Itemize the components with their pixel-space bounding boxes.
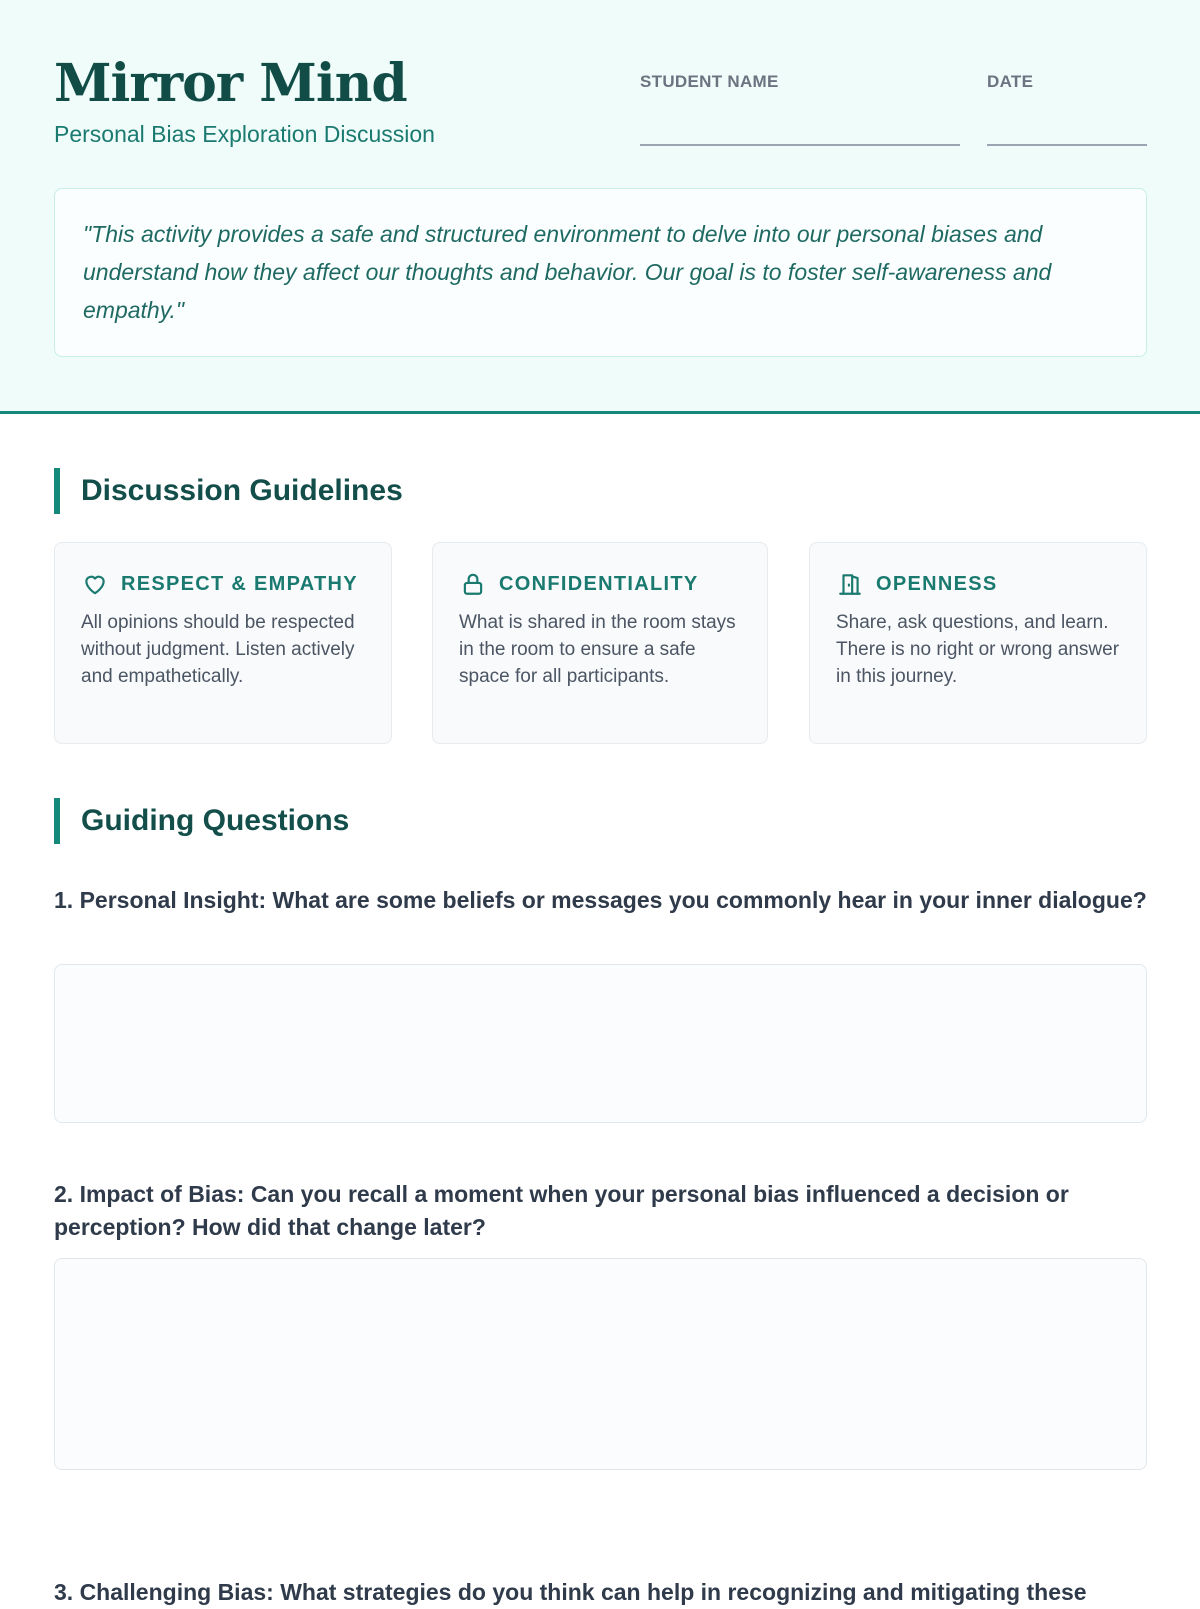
- card-header: [459, 569, 741, 599]
- intro-quote-box: [54, 188, 1147, 357]
- guidelines-cards: [54, 542, 1147, 744]
- answer-box-2[interactable]: [54, 1258, 1147, 1470]
- guidelines-title: Discussion Guidelines: [81, 474, 403, 507]
- guidelines-heading: [54, 468, 403, 514]
- card-title: RESPECT & EMPATHY: [121, 572, 358, 595]
- question-3: 3. Challenging Bias: What strategies do you think can help in recognizing and mitigating these: [54, 1579, 1087, 1605]
- card-title: CONFIDENTIALITY: [499, 572, 699, 595]
- page-subtitle: Personal Bias Exploration Discussion: [54, 121, 435, 147]
- question-1: 1. Personal Insight: What are some beliefs or messages you commonly hear in your inner dialogue?: [54, 887, 1147, 913]
- questions-title: Guiding Questions: [81, 804, 350, 837]
- card-text: All opinions should be respected without judgment. Listen actively and empathetically.: [81, 612, 355, 687]
- student-name-underline: [640, 144, 960, 146]
- card-title: OPENNESS: [876, 572, 998, 595]
- card-header: [836, 569, 1120, 599]
- guideline-card-respect: [54, 542, 392, 744]
- heart-icon: [81, 570, 109, 598]
- date-label: DATE: [987, 72, 1034, 91]
- student-name-input[interactable]: [640, 98, 960, 142]
- lock-icon: [459, 570, 487, 598]
- guideline-card-confidentiality: [432, 542, 768, 744]
- questions-heading: [54, 798, 349, 844]
- date-underline: [987, 144, 1147, 146]
- answer-box-1[interactable]: [54, 964, 1147, 1123]
- door-open-icon: [836, 570, 864, 598]
- date-input[interactable]: [987, 98, 1147, 142]
- question-2: 2. Impact of Bias: Can you recall a moment when your personal bias influenced a decision or perception? How did that change later?: [54, 1181, 1069, 1240]
- card-header: [81, 569, 365, 599]
- date-field: [987, 72, 1147, 92]
- card-text: What is shared in the room stays in the room to ensure a safe space for all participants.: [459, 612, 736, 687]
- intro-quote: "This activity provides a safe and structured environment to delve into our personal biases and understand how they affect our thoughts and behavior. Our goal is to foster self-awareness and empathy.": [83, 221, 1052, 323]
- brand: [54, 52, 435, 148]
- student-name-field: [640, 72, 960, 92]
- worksheet-header: [0, 0, 1200, 414]
- card-text: Share, ask questions, and learn. There is no right or wrong answer in this journey.: [836, 612, 1120, 687]
- guideline-card-openness: [809, 542, 1147, 744]
- student-name-label: STUDENT NAME: [640, 72, 779, 91]
- page-title: Mirror Mind: [54, 53, 407, 114]
